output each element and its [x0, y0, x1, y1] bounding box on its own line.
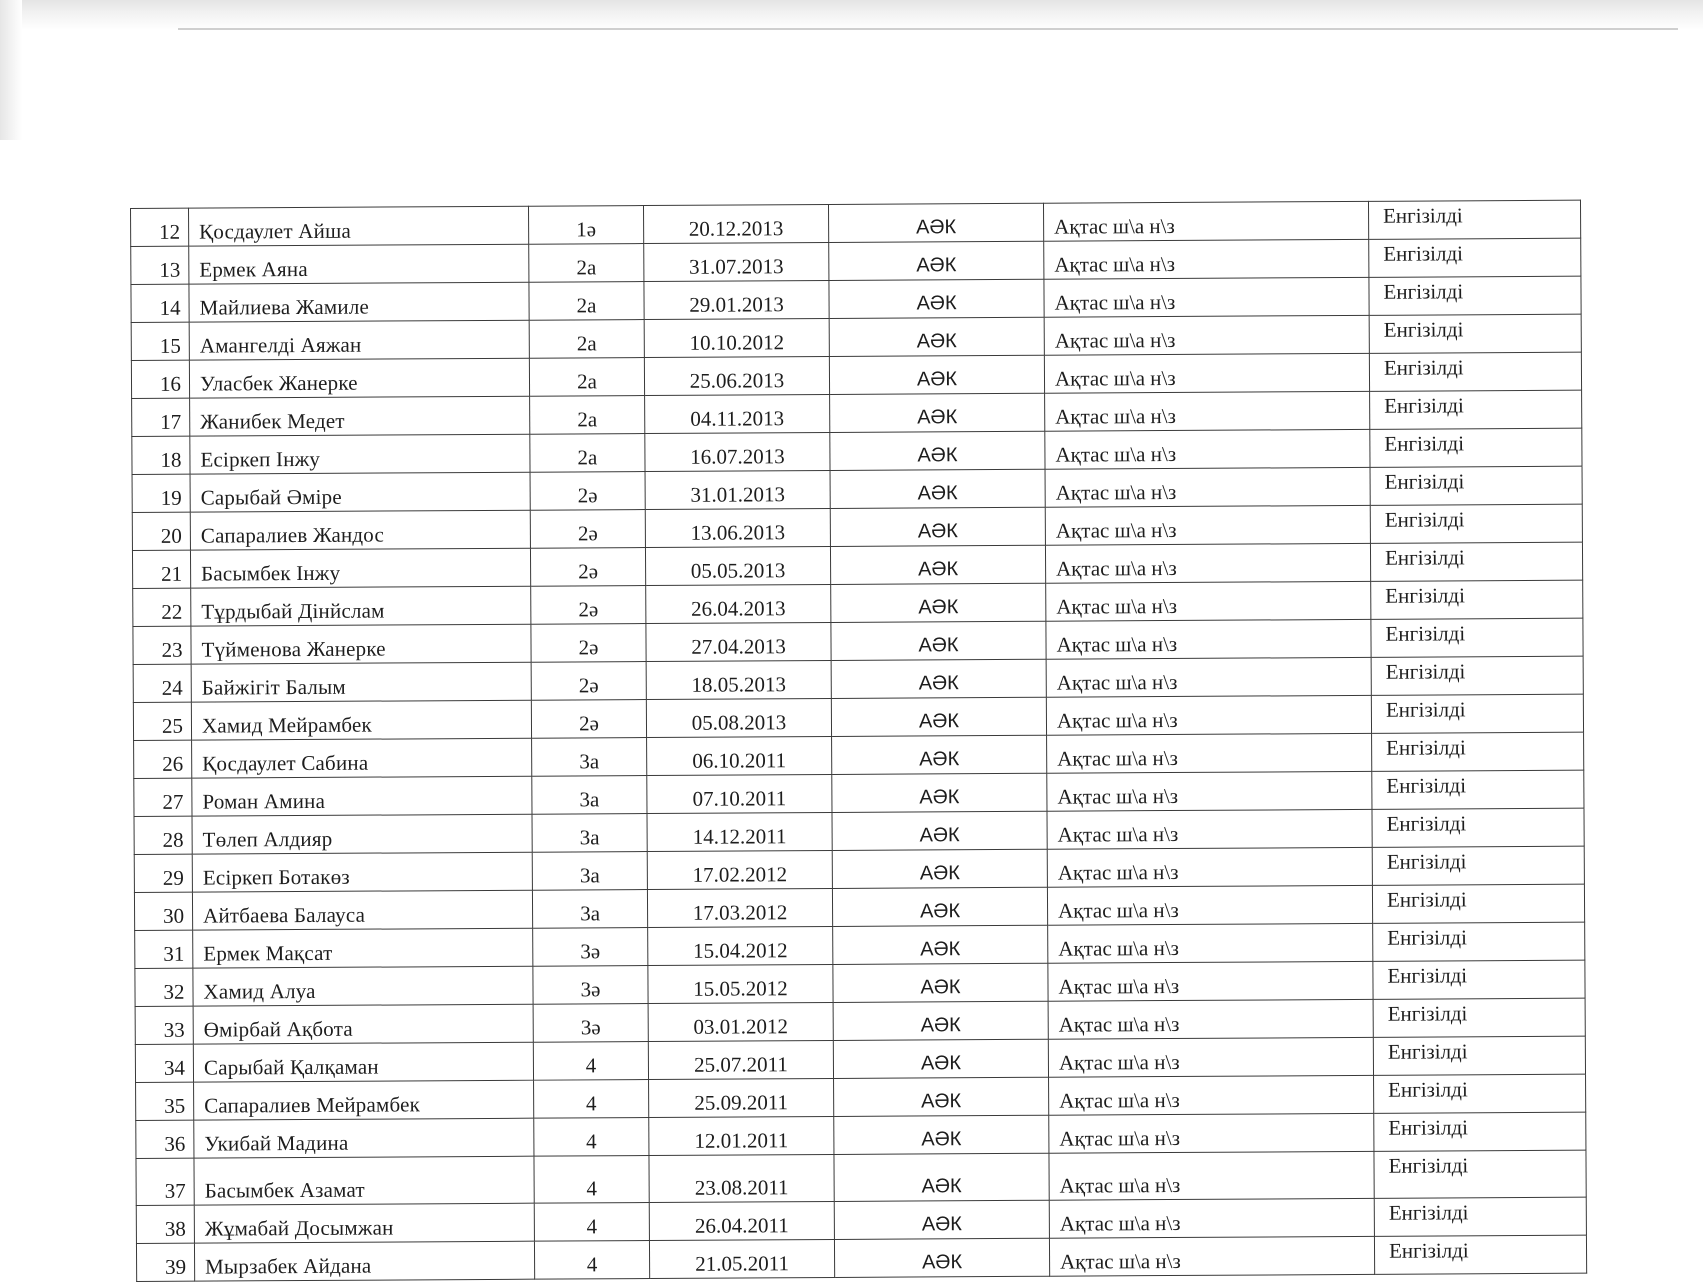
school-name: Ақтас ш\а н\з — [1049, 1151, 1374, 1200]
entry-status: Енгізілді — [1374, 1235, 1586, 1274]
student-name: Ермек Аяна — [189, 244, 529, 284]
birth-date: 15.04.2012 — [648, 926, 833, 965]
birth-date: 18.05.2013 — [646, 660, 831, 699]
organization-code: АӘК — [833, 1001, 1048, 1040]
organization-code: АӘК — [830, 431, 1045, 470]
document-page — [130, 200, 1586, 1282]
row-number: 15 — [131, 322, 189, 360]
birth-date: 26.04.2013 — [646, 584, 831, 623]
class-grade: 2а — [529, 244, 644, 283]
entry-status: Енгізілді — [1370, 466, 1582, 505]
student-name: Басымбек Азамат — [194, 1156, 534, 1205]
birth-date: 05.08.2013 — [646, 698, 831, 737]
birth-date: 03.01.2012 — [648, 1002, 833, 1041]
student-name: Ермек Мақсат — [193, 928, 533, 968]
student-name: Мырзабек Айдана — [194, 1241, 534, 1281]
school-name: Ақтас ш\а н\з — [1047, 733, 1372, 773]
row-number: 35 — [136, 1082, 194, 1120]
student-name: Айтбаева Балауса — [192, 890, 532, 930]
birth-date: 14.12.2011 — [647, 812, 832, 851]
organization-code: АӘК — [834, 1077, 1049, 1116]
student-name: Уласбек Жанерке — [189, 358, 529, 398]
student-name: Өмірбай Ақбота — [193, 1004, 533, 1044]
row-number: 37 — [136, 1158, 194, 1205]
birth-date: 31.01.2013 — [645, 470, 830, 509]
row-number: 38 — [136, 1205, 194, 1243]
student-name: Хамид Алуа — [193, 966, 533, 1006]
organization-code: АӘК — [831, 621, 1046, 660]
row-number: 31 — [135, 930, 193, 968]
class-grade: 3а — [532, 814, 647, 853]
organization-code: АӘК — [831, 583, 1046, 622]
entry-status: Енгізілді — [1374, 1112, 1586, 1151]
organization-code: АӘК — [831, 697, 1046, 736]
entry-status: Енгізілді — [1372, 808, 1584, 847]
organization-code: АӘК — [834, 1115, 1049, 1154]
entry-status: Енгізілді — [1372, 770, 1584, 809]
school-name: Ақтас ш\а н\з — [1045, 429, 1370, 469]
school-name: Ақтас ш\а н\з — [1045, 543, 1370, 583]
school-name: Ақтас ш\а н\з — [1047, 847, 1372, 887]
student-name: Майлиева Жамиле — [189, 282, 529, 322]
entry-status: Енгізілді — [1369, 238, 1581, 277]
school-name: Ақтас ш\а н\з — [1046, 695, 1371, 735]
student-name: Роман Амина — [192, 776, 532, 816]
row-number: 16 — [131, 360, 189, 398]
student-name: Төлеп Алдияр — [192, 814, 532, 854]
birth-date: 13.06.2013 — [645, 508, 830, 547]
school-name: Ақтас ш\а н\з — [1044, 353, 1369, 393]
birth-date: 31.07.2013 — [644, 242, 829, 281]
birth-date: 12.01.2011 — [649, 1116, 834, 1155]
birth-date: 26.04.2011 — [649, 1201, 834, 1240]
class-grade: 2ә — [531, 586, 646, 625]
organization-code: АӘК — [830, 507, 1045, 546]
birth-date: 06.10.2011 — [647, 736, 832, 775]
organization-code: АӘК — [832, 811, 1047, 850]
school-name: Ақтас ш\а н\з — [1048, 1037, 1373, 1077]
entry-status: Енгізілді — [1371, 580, 1583, 619]
class-grade: 2а — [530, 396, 645, 435]
row-number: 18 — [132, 436, 190, 474]
scan-edge-left — [0, 0, 22, 140]
class-grade: 3ә — [533, 966, 648, 1005]
student-name: Түйменова Жанерке — [191, 624, 531, 664]
entry-status: Енгізілді — [1372, 884, 1584, 923]
class-grade: 3ә — [533, 928, 648, 967]
school-name: Ақтас ш\а н\з — [1045, 391, 1370, 431]
entry-status: Енгізілді — [1371, 694, 1583, 733]
row-number: 27 — [134, 778, 192, 816]
row-number: 29 — [134, 854, 192, 892]
student-name: Сарыбай Қалқаман — [193, 1042, 533, 1082]
row-number: 13 — [131, 246, 189, 284]
row-number: 19 — [132, 474, 190, 512]
class-grade: 2ә — [531, 662, 646, 701]
school-name: Ақтас ш\а н\з — [1047, 885, 1372, 925]
school-name: Ақтас ш\а н\з — [1048, 961, 1373, 1001]
entry-status: Енгізілді — [1373, 998, 1585, 1037]
row-number: 24 — [133, 664, 191, 702]
school-name: Ақтас ш\а н\з — [1044, 239, 1369, 279]
student-table-body — [131, 200, 1587, 1281]
entry-status: Енгізілді — [1370, 542, 1582, 581]
scan-line — [178, 28, 1678, 30]
school-name: Ақтас ш\а н\з — [1046, 619, 1371, 659]
class-grade: 3а — [532, 852, 647, 891]
school-name: Ақтас ш\а н\з — [1043, 201, 1368, 241]
birth-date: 23.08.2011 — [649, 1154, 834, 1202]
row-number: 36 — [136, 1120, 194, 1158]
birth-date: 17.03.2012 — [647, 888, 832, 927]
student-name: Укибай Мадина — [194, 1118, 534, 1158]
student-name: Байжігіт Балым — [191, 662, 531, 702]
entry-status: Енгізілді — [1372, 846, 1584, 885]
entry-status: Енгізілді — [1369, 314, 1581, 353]
birth-date: 29.01.2013 — [644, 280, 829, 319]
student-name: Амангелді Аяжан — [189, 320, 529, 360]
class-grade: 2ә — [531, 624, 646, 663]
student-name: Жұмабай Досымжан — [194, 1203, 534, 1243]
row-number: 30 — [134, 892, 192, 930]
class-grade: 2ә — [530, 472, 645, 511]
entry-status: Енгізілді — [1371, 618, 1583, 657]
row-number: 23 — [133, 626, 191, 664]
school-name: Ақтас ш\а н\з — [1049, 1113, 1374, 1153]
school-name: Ақтас ш\а н\з — [1046, 581, 1371, 621]
organization-code: АӘК — [832, 735, 1047, 774]
student-name: Қосдаулет Айша — [189, 206, 529, 246]
row-number: 14 — [131, 284, 189, 322]
birth-date: 27.04.2013 — [646, 622, 831, 661]
school-name: Ақтас ш\а н\з — [1044, 315, 1369, 355]
student-name: Есіркеп Інжу — [190, 434, 530, 474]
row-number: 39 — [136, 1243, 194, 1281]
organization-code: АӘК — [832, 773, 1047, 812]
class-grade: 2а — [529, 358, 644, 397]
entry-status: Енгізілді — [1374, 1150, 1586, 1198]
entry-status: Енгізілді — [1373, 960, 1585, 999]
organization-code: АӘК — [830, 545, 1045, 584]
birth-date: 04.11.2013 — [645, 394, 830, 433]
class-grade: 3а — [532, 776, 647, 815]
student-name: Есіркеп Ботакөз — [192, 852, 532, 892]
class-grade: 3а — [532, 738, 647, 777]
scan-edge-top — [0, 0, 1703, 30]
class-grade: 4 — [534, 1156, 649, 1204]
row-number: 20 — [132, 512, 190, 550]
class-grade: 2а — [530, 434, 645, 473]
row-number: 33 — [135, 1006, 193, 1044]
table-row — [136, 1150, 1586, 1205]
row-number: 12 — [131, 208, 189, 246]
birth-date: 21.05.2011 — [649, 1239, 834, 1278]
organization-code: АӘК — [832, 849, 1047, 888]
school-name: Ақтас ш\а н\з — [1045, 467, 1370, 507]
birth-date: 15.05.2012 — [648, 964, 833, 1003]
organization-code: АӘК — [829, 355, 1044, 394]
student-name: Қосдаулет Сабина — [192, 738, 532, 778]
entry-status: Енгізілді — [1368, 200, 1580, 239]
organization-code: АӘК — [833, 925, 1048, 964]
class-grade: 4 — [533, 1042, 648, 1081]
school-name: Ақтас ш\а н\з — [1046, 657, 1371, 697]
row-number: 32 — [135, 968, 193, 1006]
row-number: 34 — [135, 1044, 193, 1082]
entry-status: Енгізілді — [1371, 656, 1583, 695]
organization-code: АӘК — [829, 317, 1044, 356]
organization-code: АӘК — [830, 469, 1045, 508]
birth-date: 16.07.2013 — [645, 432, 830, 471]
student-table — [130, 200, 1587, 1282]
organization-code: АӘК — [834, 1238, 1049, 1277]
organization-code: АӘК — [831, 659, 1046, 698]
birth-date: 25.07.2011 — [648, 1040, 833, 1079]
organization-code: АӘК — [833, 1039, 1048, 1078]
row-number: 26 — [134, 740, 192, 778]
organization-code: АӘК — [834, 1153, 1049, 1201]
school-name: Ақтас ш\а н\з — [1048, 999, 1373, 1039]
student-name: Хамид Мейрамбек — [191, 700, 531, 740]
row-number: 21 — [132, 550, 190, 588]
class-grade: 3ә — [533, 1004, 648, 1043]
class-grade: 4 — [534, 1241, 649, 1280]
row-number: 28 — [134, 816, 192, 854]
birth-date: 10.10.2012 — [644, 318, 829, 357]
organization-code: АӘК — [829, 241, 1044, 280]
table-row — [136, 1235, 1586, 1281]
class-grade: 4 — [534, 1203, 649, 1242]
class-grade: 2а — [529, 282, 644, 321]
class-grade: 2ә — [531, 700, 646, 739]
birth-date: 20.12.2013 — [643, 204, 828, 243]
entry-status: Енгізілді — [1374, 1197, 1586, 1236]
entry-status: Енгізілді — [1369, 352, 1581, 391]
student-name: Сапаралиев Жандос — [190, 510, 530, 550]
organization-code: АӘК — [834, 1200, 1049, 1239]
school-name: Ақтас ш\а н\з — [1048, 923, 1373, 963]
organization-code: АӘК — [829, 279, 1044, 318]
school-name: Ақтас ш\а н\з — [1049, 1236, 1374, 1276]
school-name: Ақтас ш\а н\з — [1044, 277, 1369, 317]
organization-code: АӘК — [832, 887, 1047, 926]
class-grade: 4 — [534, 1080, 649, 1119]
entry-status: Енгізілді — [1373, 1036, 1585, 1075]
class-grade: 1ә — [528, 206, 643, 245]
student-name: Сапаралиев Мейрамбек — [194, 1080, 534, 1120]
birth-date: 17.02.2012 — [647, 850, 832, 889]
student-name: Жанибек Медет — [190, 396, 530, 436]
entry-status: Енгізілді — [1370, 390, 1582, 429]
entry-status: Енгізілді — [1370, 504, 1582, 543]
birth-date: 05.05.2013 — [645, 546, 830, 585]
school-name: Ақтас ш\а н\з — [1047, 809, 1372, 849]
class-grade: 4 — [534, 1118, 649, 1157]
organization-code: АӘК — [828, 203, 1043, 242]
student-name: Тұрдыбай Дінйслам — [191, 586, 531, 626]
birth-date: 25.06.2013 — [644, 356, 829, 395]
class-grade: 2ә — [530, 548, 645, 587]
row-number: 25 — [133, 702, 191, 740]
entry-status: Енгізілді — [1369, 276, 1581, 315]
birth-date: 07.10.2011 — [647, 774, 832, 813]
row-number: 22 — [133, 588, 191, 626]
student-name: Сарыбай Әміре — [190, 472, 530, 512]
class-grade: 2ә — [530, 510, 645, 549]
birth-date: 25.09.2011 — [649, 1078, 834, 1117]
organization-code: АӘК — [830, 393, 1045, 432]
entry-status: Енгізілді — [1372, 732, 1584, 771]
entry-status: Енгізілді — [1374, 1074, 1586, 1113]
school-name: Ақтас ш\а н\з — [1049, 1198, 1374, 1238]
school-name: Ақтас ш\а н\з — [1047, 771, 1372, 811]
entry-status: Енгізілді — [1373, 922, 1585, 961]
row-number: 17 — [132, 398, 190, 436]
school-name: Ақтас ш\а н\з — [1049, 1075, 1374, 1115]
class-grade: 3а — [532, 890, 647, 929]
class-grade: 2а — [529, 320, 644, 359]
organization-code: АӘК — [833, 963, 1048, 1002]
student-name: Басымбек Інжу — [190, 548, 530, 588]
entry-status: Енгізілді — [1370, 428, 1582, 467]
school-name: Ақтас ш\а н\з — [1045, 505, 1370, 545]
